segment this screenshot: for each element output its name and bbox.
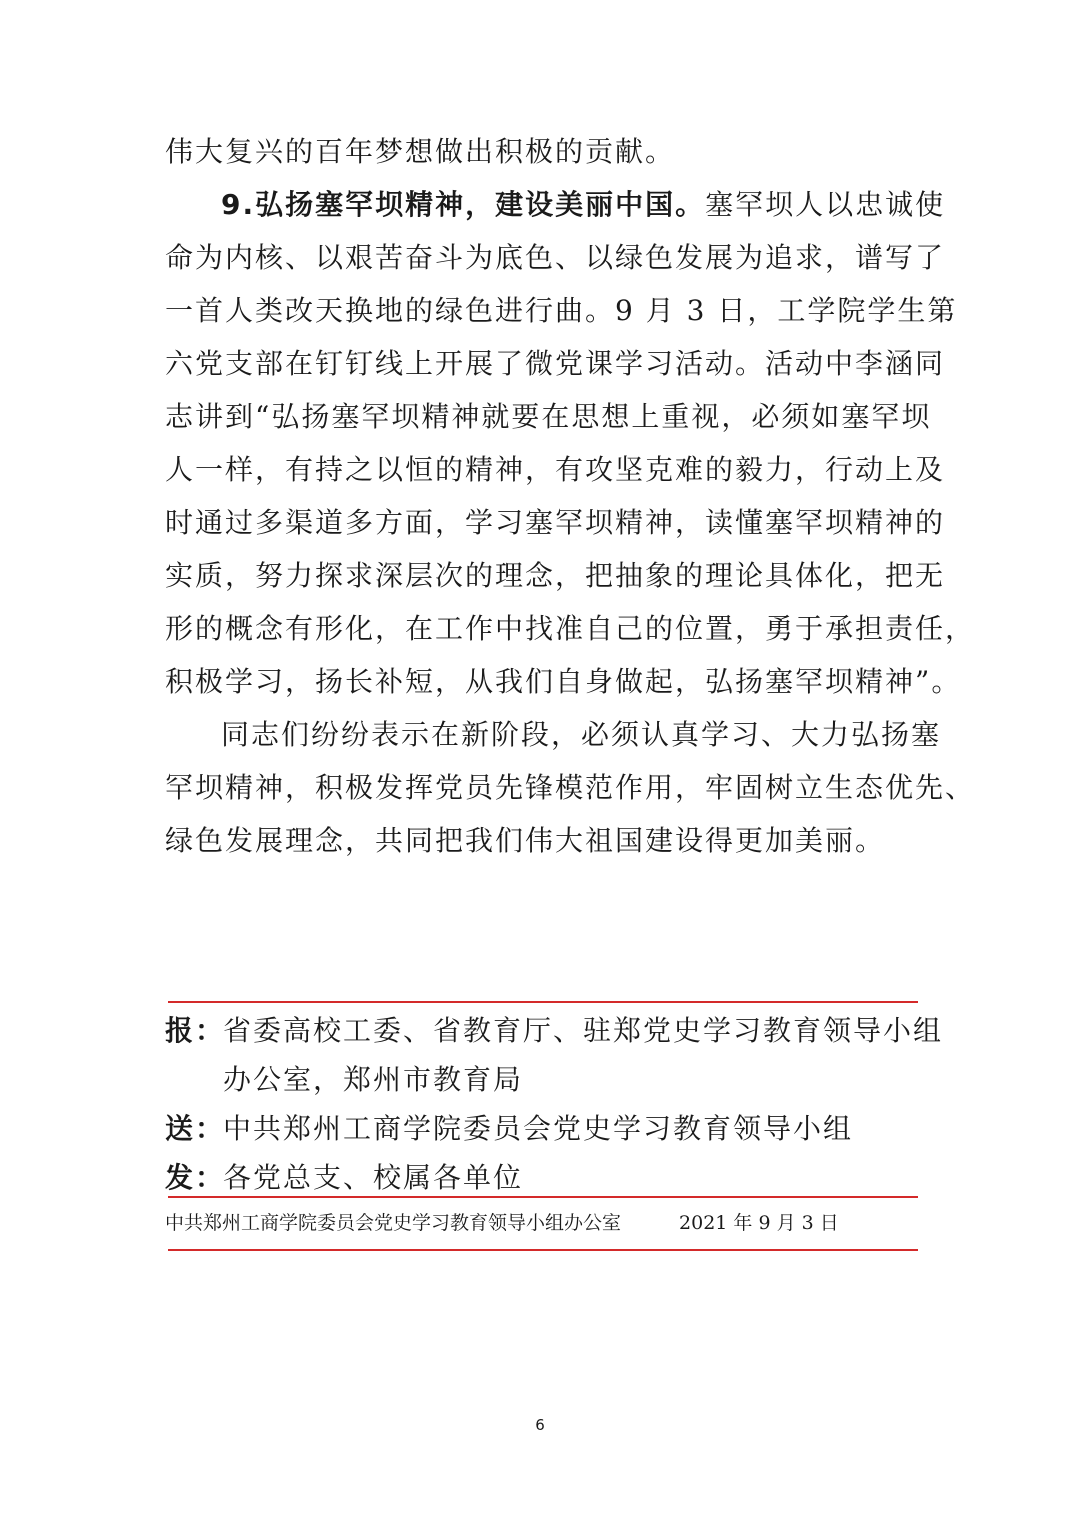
paragraph-line: 形的概念有形化，在工作中找准自己的位置，勇于承担责任， xyxy=(165,612,976,645)
send-label: 送： xyxy=(165,1112,226,1145)
footer-top-rule xyxy=(168,1196,918,1198)
paragraph-line: 一首人类改天换地的绿色进行曲。9 月 3 日，工学院学生第 xyxy=(165,294,958,327)
report-label: 报： xyxy=(165,1014,226,1047)
footer-issuer: 中共郑州工商学院委员会党史学习教育领导小组办公室 xyxy=(165,1212,622,1234)
report-recipients: 省委高校工委、省教育厅、驻郑党史学习教育领导小组 xyxy=(223,1014,944,1047)
paragraph-line: 实质，努力探求深层次的理念，把抽象的理论具体化，把无 xyxy=(165,559,946,592)
paragraph-line: 罕坝精神，积极发挥党员先锋模范作用，牢固树立生态优先、 xyxy=(165,771,976,804)
footer-bottom-rule xyxy=(168,1249,918,1251)
paragraph-line: 六党支部在钉钉线上开展了微党课学习活动。活动中李涵同 xyxy=(165,347,946,380)
distribution-list xyxy=(165,1006,944,1202)
section-number: 9. xyxy=(221,188,256,221)
footer-date: 2021 年 9 月 3 日 xyxy=(679,1212,839,1234)
paragraph-line: 伟大复兴的百年梦想做出积极的贡献。 xyxy=(165,135,676,168)
paragraph-line: 积极学习，扬长补短，从我们自身做起，弘扬塞罕坝精神”。 xyxy=(165,665,962,698)
issue-label: 发： xyxy=(165,1161,226,1194)
distribution-top-rule xyxy=(168,1001,918,1003)
report-row xyxy=(165,1006,944,1055)
report-recipients-continued: 办公室，郑州市教育局 xyxy=(223,1063,524,1096)
paragraph-line: 命为内核、以艰苦奋斗为底色、以绿色发展为追求，谱写了 xyxy=(165,241,946,274)
paragraph-line: 绿色发展理念，共同把我们伟大祖国建设得更加美丽。 xyxy=(165,824,886,857)
section-heading: 弘扬塞罕坝精神，建设美丽中国。 xyxy=(255,188,706,221)
paragraph-line: 人一样，有持之以恒的精神，有攻坚克难的毅力，行动上及 xyxy=(165,453,946,486)
paragraph-text: 塞罕坝人以忠诚使 xyxy=(705,188,946,221)
send-row xyxy=(165,1104,917,1153)
section-heading-line xyxy=(165,178,946,231)
issue-recipients: 各党总支、校属各单位 xyxy=(223,1161,524,1194)
page-number: 6 xyxy=(535,1416,545,1434)
paragraph-line: 志讲到“弘扬塞罕坝精神就要在思想上重视，必须如塞罕坝 xyxy=(165,400,932,433)
footer-issuer-line xyxy=(165,1208,917,1238)
send-recipients: 中共郑州工商学院委员会党史学习教育领导小组 xyxy=(223,1112,854,1145)
paragraph-line: 时通过多渠道多方面，学习塞罕坝精神，读懂塞罕坝精神的 xyxy=(165,506,946,539)
issue-row xyxy=(165,1153,917,1202)
paragraph-line: 同志们纷纷表示在新阶段，必须认真学习、大力弘扬塞 xyxy=(221,718,942,751)
report-row-continued xyxy=(165,1055,917,1104)
body-text xyxy=(165,125,976,867)
